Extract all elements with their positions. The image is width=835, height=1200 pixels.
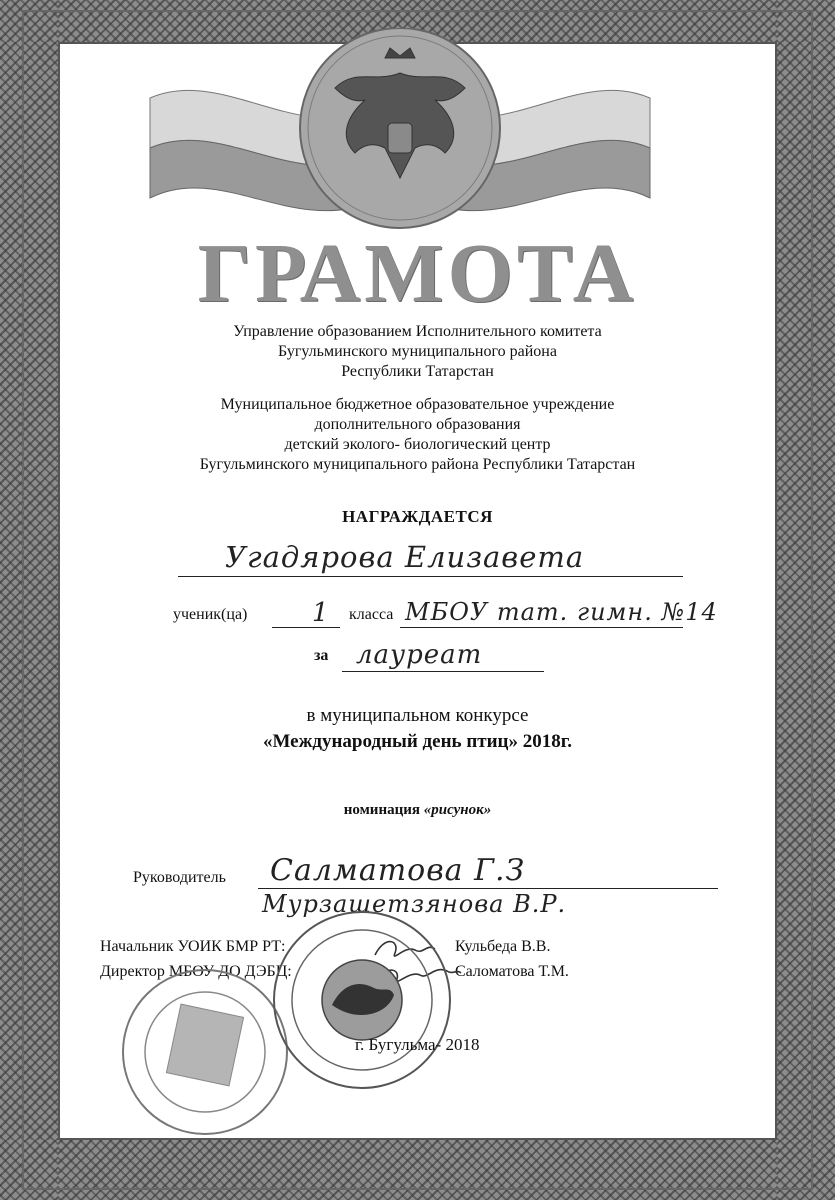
city-year: г. Бугульма- 2018 — [355, 1035, 480, 1054]
for-value: лауреат — [356, 640, 483, 670]
institution-line: Муниципальное бюджетное образовательное учреждение — [220, 396, 615, 413]
supervisor-underline — [258, 888, 718, 889]
issuer-line: Бугульминского муниципального района — [278, 343, 557, 360]
contest-name: «Международный день птиц» 2018г. — [262, 731, 572, 752]
student-label: ученик(ца) — [173, 606, 248, 623]
recipient-underline — [178, 576, 683, 577]
nomination-label: номинация — [343, 802, 420, 818]
supervisor-value-2: Мурзашетзянова В.Р. — [262, 890, 567, 918]
school-underline — [400, 627, 683, 628]
nomination — [0, 802, 835, 819]
class-label: класса — [349, 606, 394, 623]
for-label: за — [314, 647, 329, 664]
director-name: Саломатова Т.М. — [455, 963, 569, 980]
grade-value: 1 — [312, 598, 330, 628]
institution-block — [0, 395, 835, 475]
issuer-line: Управление образованием Исполнительного комитета — [233, 323, 602, 340]
for-underline — [342, 671, 544, 672]
school-value: МБОУ тат. гимн. №14 — [405, 598, 718, 626]
institution-line: дополнительного образования — [314, 416, 521, 433]
institution-line: детский эколого- биологический центр — [284, 436, 551, 453]
nomination-value: «рисунок» — [423, 802, 492, 818]
certificate-title: ГРАМОТА — [197, 227, 638, 320]
contest-line: в муниципальном конкурсе — [306, 705, 529, 726]
head-name: Кульбеда В.В. — [455, 938, 551, 955]
flag-emblem-header — [140, 28, 660, 238]
issuer-line: Республики Татарстан — [341, 363, 494, 380]
stamp-education-department — [262, 905, 472, 1095]
director-label: Директор МБОУ ДО ДЭБЦ: — [100, 963, 292, 980]
supervisor-value: Салматова Г.З — [270, 853, 526, 888]
issuer-block — [0, 322, 835, 382]
flag-icon — [140, 28, 660, 238]
supervisor-label: Руководитель — [133, 869, 226, 886]
head-label: Начальник УОИК БМР РТ: — [100, 938, 286, 955]
institution-line: Бугульминского муниципального района Республики Татарстан — [199, 456, 636, 473]
grade-underline — [272, 627, 340, 628]
award-heading: НАГРАЖДАЕТСЯ — [342, 507, 493, 526]
recipient-name: Угадярова Елизавета — [225, 540, 585, 574]
